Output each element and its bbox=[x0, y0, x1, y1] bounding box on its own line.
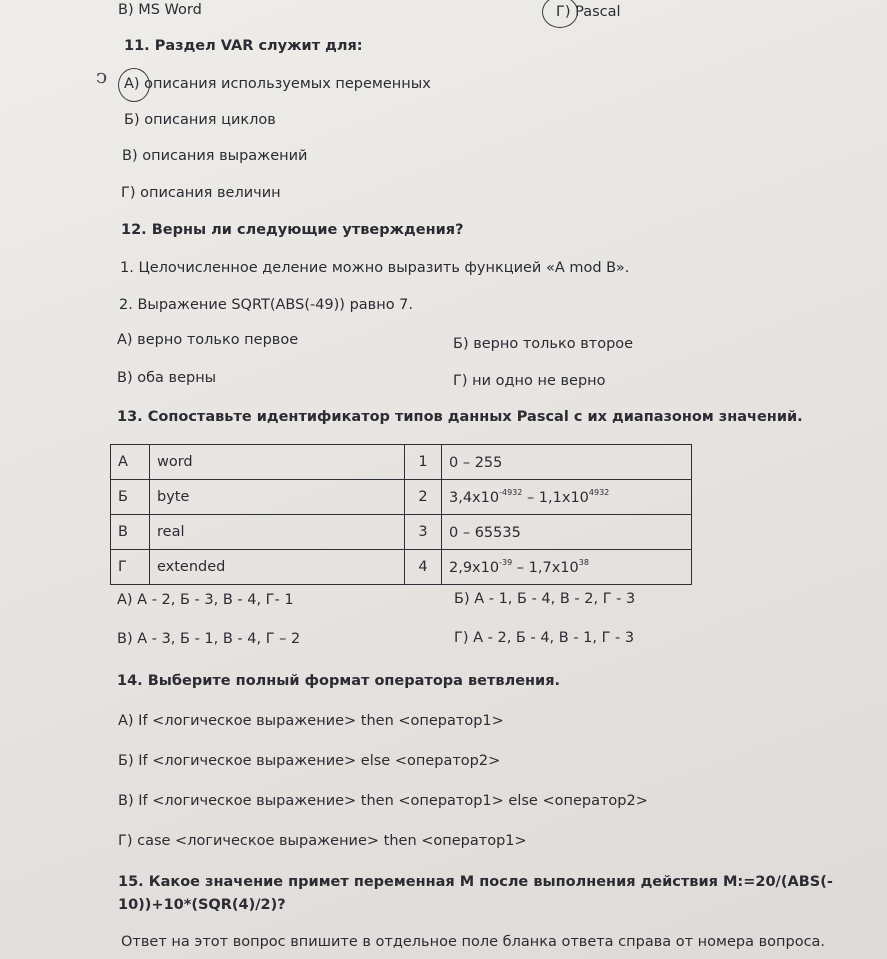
q10-option-g-letter: Г) bbox=[556, 4, 571, 20]
q12-statement-1: 1. Целочисленное деление можно выразить функцией «A mod B». bbox=[120, 260, 630, 276]
q12-option-b: Б) верно только второе bbox=[453, 336, 634, 352]
value-range: 0 – 65535 bbox=[442, 515, 692, 550]
q14-option-a: А) If <логическое выражение> then <оператор1> bbox=[118, 713, 504, 729]
answer-circle-q11 bbox=[118, 68, 150, 102]
q11-option-a: А) описания используемых переменных bbox=[124, 76, 431, 92]
row-letter: В bbox=[111, 515, 150, 550]
q12-option-a: А) верно только первое bbox=[117, 332, 299, 348]
q11-option-b: Б) описания циклов bbox=[124, 112, 276, 128]
table-row bbox=[111, 550, 692, 585]
type-name: byte bbox=[150, 480, 405, 515]
type-name: extended bbox=[150, 550, 405, 585]
q13-option-b: Б) А - 1, Б - 4, В - 2, Г - 3 bbox=[454, 591, 636, 607]
q13-option-g: Г) А - 2, Б - 4, В - 1, Г - 3 bbox=[454, 630, 635, 646]
q10-option-g-text: Pascal bbox=[575, 4, 621, 20]
answer-circle-q10 bbox=[542, 0, 578, 28]
handwritten-check-mark: ↄ bbox=[96, 64, 108, 88]
q10-option-v: В) MS Word bbox=[118, 2, 202, 18]
type-name: word bbox=[150, 445, 405, 480]
q13-option-a: А) А - 2, Б - 3, В - 4, Г- 1 bbox=[117, 592, 294, 608]
row-letter: Б bbox=[111, 480, 150, 515]
row-number: 4 bbox=[405, 550, 442, 585]
q12-option-v: В) оба верны bbox=[117, 370, 217, 386]
table-row bbox=[111, 480, 692, 515]
q11-option-v: В) описания выражений bbox=[122, 148, 308, 164]
q14-option-v: В) If <логическое выражение> then <оператор1> else <оператор2> bbox=[118, 793, 648, 809]
q12-title: 12. Верны ли следующие утверждения? bbox=[121, 222, 464, 238]
row-number: 2 bbox=[405, 480, 442, 515]
q11-title: 11. Раздел VAR служит для: bbox=[124, 38, 363, 54]
value-range: 0 – 255 bbox=[442, 445, 692, 480]
row-number: 3 bbox=[405, 515, 442, 550]
q14-option-b: Б) If <логическое выражение> else <оператор2> bbox=[118, 753, 501, 769]
q12-statement-2: 2. Выражение SQRT(ABS(-49)) равно 7. bbox=[119, 297, 414, 313]
q11-option-g: Г) описания величин bbox=[121, 185, 281, 201]
row-letter: А bbox=[111, 445, 150, 480]
table-row bbox=[111, 515, 692, 550]
table-row bbox=[111, 445, 692, 480]
q14-title: 14. Выберите полный формат оператора ветвления. bbox=[117, 673, 561, 689]
q13-title: 13. Сопоставьте идентификатор типов данных Pascal с их диапазоном значений. bbox=[117, 409, 803, 425]
q15-title-line-2: 10))+10*(SQR(4)/2)? bbox=[118, 897, 286, 913]
row-letter: Г bbox=[111, 550, 150, 585]
value-range: $2,9x10^{-39} - 1,7x10^{38}$ bbox=[442, 550, 692, 585]
q15-note: Ответ на этот вопрос впишите в отдельное поле бланка ответа справа от номера вопроса. bbox=[121, 934, 826, 950]
type-name: real bbox=[150, 515, 405, 550]
q15-title-line-1: 15. Какое значение примет переменная М после выполнения действия M:=20/(ABS(- bbox=[118, 874, 833, 890]
q13-types-table bbox=[110, 444, 692, 585]
value-range: $3,4x10^{-4932} - 1,1x10^{4932}$ bbox=[442, 480, 692, 515]
q13-option-v: В) А - 3, Б - 1, В - 4, Г – 2 bbox=[117, 631, 301, 647]
q14-option-g: Г) case <логическое выражение> then <оператор1> bbox=[118, 833, 527, 849]
row-number: 1 bbox=[405, 445, 442, 480]
q12-option-g: Г) ни одно не верно bbox=[453, 373, 606, 389]
